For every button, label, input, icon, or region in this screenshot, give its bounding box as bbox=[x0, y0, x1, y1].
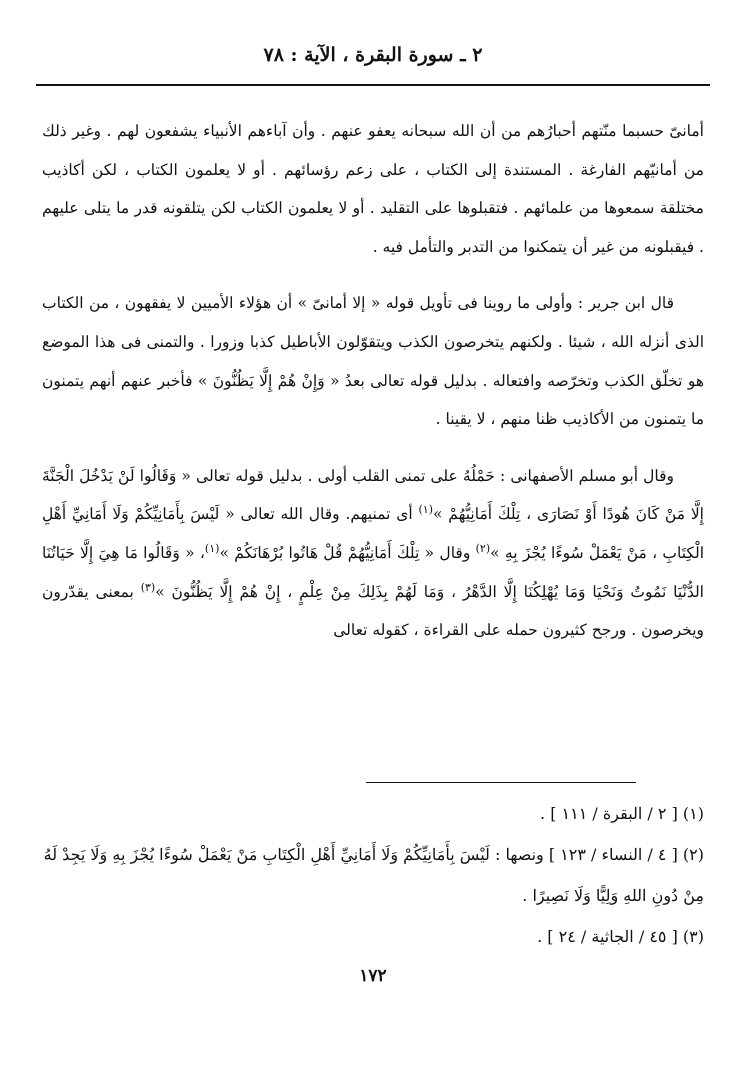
paragraph-3-part-5: بمعنى يقدّرون ويخرصون . ورجح كثيرون حمله على القراءة ، كقوله تعالى bbox=[42, 582, 704, 640]
footnote-3: (٣) [ ٤٥ / الجاثية / ٢٤ ] . bbox=[537, 927, 704, 946]
footnote-marker-3: (١) bbox=[204, 541, 220, 555]
paragraph-3-part-1: وقال أبو مسلم الأصفهانى : حَمْلُهُ على تمنى القلب أولى . بدليل قوله تعالى « وَقَالُوا لَنْ يَدْخُلَ الْجَنَّةَ إِلَّا مَنْ كَانَ هُودًا أَوْ نَصَارَى ، تِلْكَ أَمَانِيُّهُمْ » bbox=[42, 466, 704, 524]
footnote-marker-1: (١) bbox=[418, 503, 433, 517]
paragraph-3-part-4: ، « وَقَالُوا مَا هِيَ إِلَّا حَيَاتُنَا الدُّنْيَا نَمُوتُ وَنَحْيَا وَمَا يُهْلِكُنَا إِلَّا الدَّهْرُ ، وَمَا لَهُمْ بِذَلِكَ مِنْ عِلْمٍ ، إِنْ هُمْ إِلَّا يَظُنُّونَ » bbox=[42, 543, 704, 601]
main-text bbox=[42, 112, 704, 668]
paragraph-3 bbox=[42, 457, 704, 650]
page-number: ١٧٢ bbox=[359, 966, 387, 986]
footnote-2: (٢) [ ٤ / النساء / ١٢٣ ] ونصها : لَيْسَ بِأَمَانِيِّكُمْ وَلَا أَمَانِيِّ أَهْلِ الْكِتَابِ مَنْ يَعْمَلْ سُوءًا يُجْزَ بِهِ وَلَا يَجِدْ لَهُ مِنْ دُونِ اللهِ وَلِيًّا وَلَا نَصِيرًا . bbox=[43, 845, 704, 905]
paragraph-3-part-2: أى تمنيهم. وقال الله تعالى « لَيْسَ بِأَمَانِيِّكُمْ وَلَا أَمَانِيِّ أَهْلِ الْكِتَابِ ، مَنْ يَعْمَلْ سُوءًا يُجْزَ بِهِ » bbox=[42, 505, 704, 562]
paragraph-1: أمانىّ حسبما منّتهم أحبارُهم من أن الله سبحانه يعفو عنهم . وأن آباءهم الأنبياء يشفعون لهم . وغير ذلك من أمانيّهم الفارغة . المستندة إلى الكتاب ، على زعم رؤسائهم . أو لا يعلمون الكتاب ، لكن أكاذيب مختلقة سمعوها من علمائهم . فتقبلوها على التقليد . أو لا يعلمون الكتاب لكن يتلقونه قدر ما يتلى عليهم . فيقبلونه من غير أن يتمكنوا من التدبر والتأمل فيه . bbox=[42, 122, 704, 256]
footnotes bbox=[42, 793, 704, 957]
header-rule bbox=[36, 84, 710, 86]
footnote-marker-2: (٢) bbox=[475, 541, 491, 555]
footnote-1: (١) [ ٢ / البقرة / ١١١ ] . bbox=[540, 804, 704, 823]
footnote-rule bbox=[366, 782, 636, 783]
running-header: ٢ ـ سورة البقرة ، الآية : ٧٨ bbox=[263, 44, 483, 66]
footnote-marker-4: (٣) bbox=[140, 580, 156, 594]
paragraph-3-part-3: وقال « تِلْكَ أَمَانِيُّهُمْ قُلْ هَاتُوا بُرْهَانَكُمْ » bbox=[219, 543, 471, 562]
paragraph-2: قال ابن جرير : وأولى ما روينا فى تأويل قوله « إلا أمانىّ » أن هؤلاء الأميين لا يفقهون ، من الكتاب الذى أنزله الله ، شيئا . ولكنهم يتخرصون الكذب ويتقوّلون الأباطيل كذبا وزورا . والتمنى فى هذا الموضع هو تخلّق الكذب وتخرّصه وافتعاله . بدليل قوله تعالى بعدُ « وَإِنْ هُمْ إِلَّا يَظُنُّونَ » فأخبر عنهم أنهم يتمنون ما يتمنون من الأكاذيب ظنا منهم ، لا يقينا . bbox=[42, 294, 704, 429]
